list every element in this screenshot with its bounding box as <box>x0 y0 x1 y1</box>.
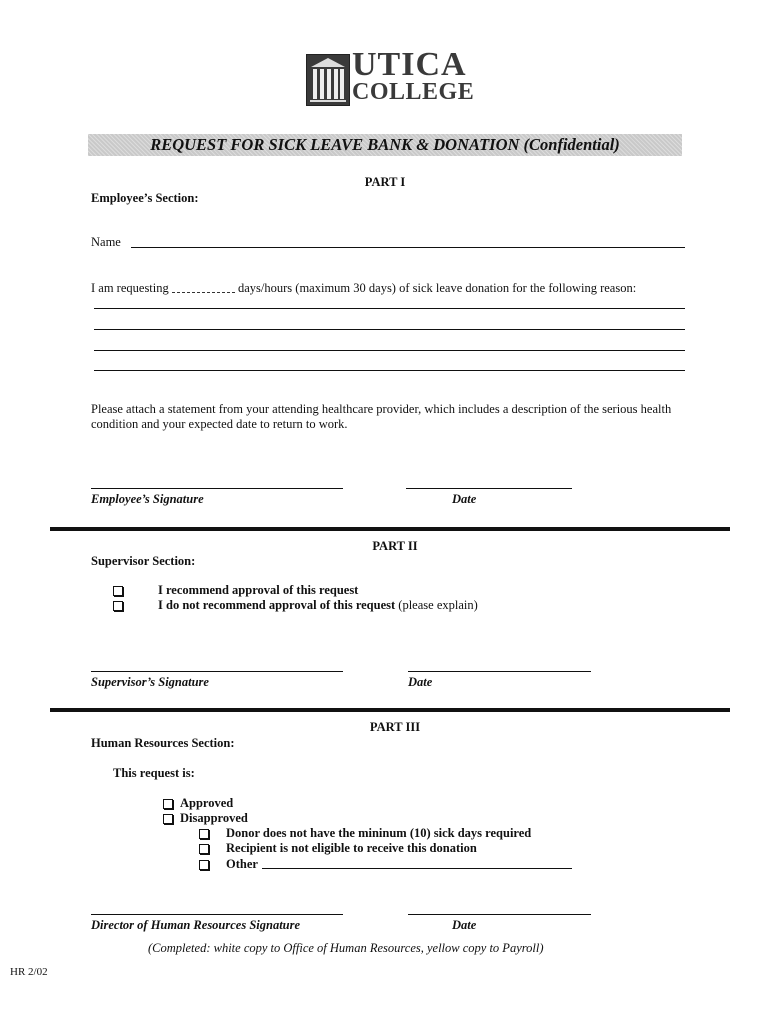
logo-college: COLLEGE <box>352 79 475 105</box>
approved-label: Approved <box>180 796 234 810</box>
request-suffix: days/hours (maximum 30 days) of sick leave donation for the following reason: <box>238 281 637 295</box>
supervisor-section-label: Supervisor Section: <box>91 554 196 568</box>
employee-date-line[interactable] <box>406 488 572 489</box>
not-recommend-label <box>158 598 478 613</box>
please-explain-note: (please explain) <box>398 598 478 612</box>
employee-signature-line[interactable] <box>91 488 343 489</box>
name-label: Name <box>91 235 121 249</box>
supervisor-signature-line[interactable] <box>91 671 343 672</box>
reason-line-4[interactable] <box>94 370 685 371</box>
building-logo-icon <box>306 54 350 106</box>
director-signature-label: Director of Human Resources Signature <box>91 918 301 932</box>
disapproved-checkbox[interactable] <box>163 814 173 824</box>
supervisor-signature-label: Supervisor’s Signature <box>91 675 209 689</box>
director-date-line[interactable] <box>408 914 591 915</box>
employee-date-label: Date <box>452 492 477 506</box>
distribution-note: (Completed: white copy to Office of Human Resources, yellow copy to Payroll) <box>148 941 544 955</box>
not-recommend-checkbox[interactable] <box>113 601 123 611</box>
form-title: REQUEST FOR SICK LEAVE BANK & DONATION (Confidential) <box>150 135 620 154</box>
recommend-approval-label: I recommend approval of this request <box>158 583 359 597</box>
employee-section-label: Employee’s Section: <box>91 191 199 205</box>
name-field[interactable] <box>131 247 685 248</box>
donor-insufficient-label: Donor does not have the mininum (10) sick days required <box>226 826 532 840</box>
recipient-ineligible-label: Recipient is not eligible to receive this donation <box>226 841 477 855</box>
attach-instruction-2: condition and your expected date to return to work. <box>91 417 348 431</box>
recommend-approval-checkbox[interactable] <box>113 586 123 596</box>
section-divider-1 <box>50 527 730 531</box>
supervisor-date-line[interactable] <box>408 671 591 672</box>
approved-checkbox[interactable] <box>163 799 173 809</box>
supervisor-date-label: Date <box>408 675 433 689</box>
attach-instruction-1: Please attach a statement from your attending healthcare provider, which includes a description of the serious health <box>91 402 672 416</box>
other-checkbox[interactable] <box>199 860 209 870</box>
disapproved-label: Disapproved <box>180 811 248 825</box>
hr-section-label: Human Resources Section: <box>91 736 235 750</box>
director-date-label: Date <box>452 918 477 932</box>
request-prefix: I am requesting <box>91 281 169 295</box>
days-hours-field[interactable] <box>172 292 235 293</box>
employee-signature-label: Employee’s Signature <box>91 492 204 506</box>
not-recommend-text: I do not recommend approval of this request <box>158 598 396 612</box>
other-label: Other <box>226 857 258 871</box>
other-reason-field[interactable] <box>262 868 572 869</box>
donor-insufficient-checkbox[interactable] <box>199 829 209 839</box>
part3-heading: PART III <box>369 720 421 734</box>
recipient-ineligible-checkbox[interactable] <box>199 844 209 854</box>
reason-line-2[interactable] <box>94 329 685 330</box>
form-code: HR 2/02 <box>10 966 48 978</box>
part1-heading: PART I <box>364 175 406 189</box>
part2-heading: PART II <box>372 539 418 553</box>
reason-line-1[interactable] <box>94 308 685 309</box>
section-divider-2 <box>50 708 730 712</box>
request-is-label: This request is: <box>113 766 195 780</box>
director-signature-line[interactable] <box>91 914 343 915</box>
reason-line-3[interactable] <box>94 350 685 351</box>
logo-utica: UTICA <box>352 46 467 83</box>
college-logo <box>306 46 475 108</box>
